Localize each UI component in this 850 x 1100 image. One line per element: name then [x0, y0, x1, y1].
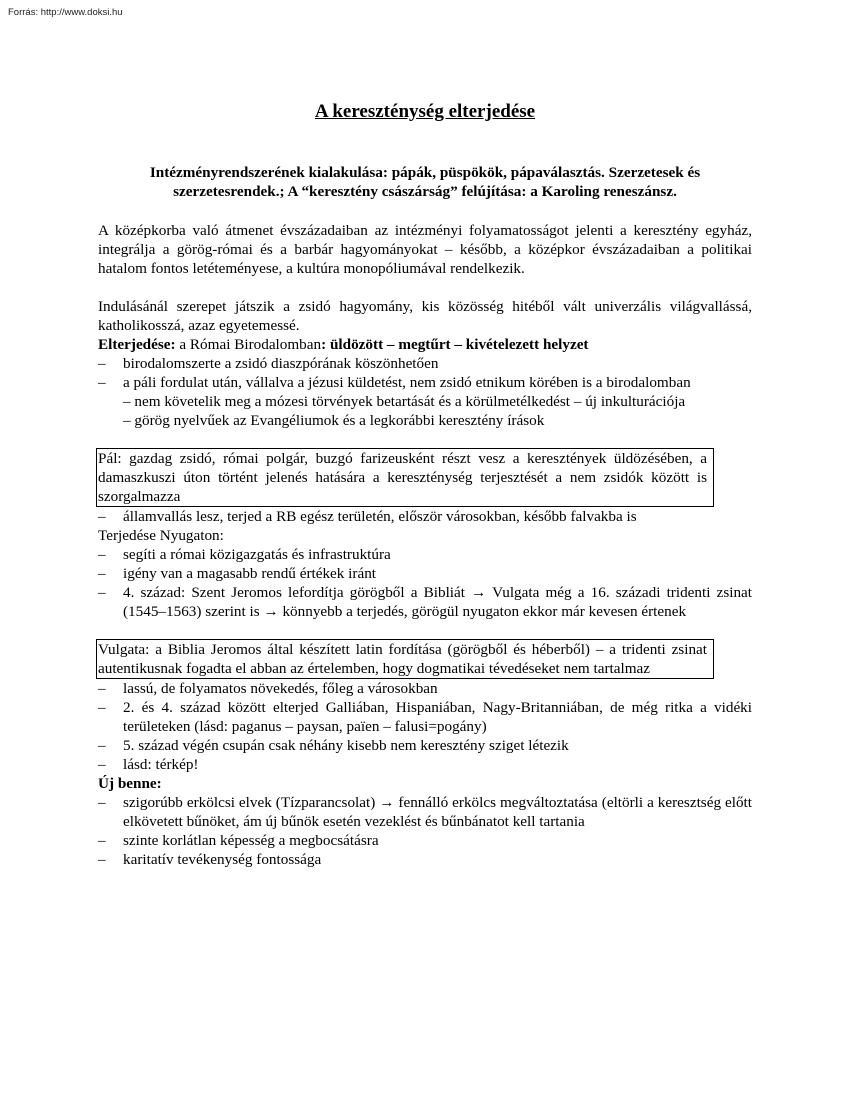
list-item: – birodalomszerte a zsidó diaszpórának köszönhetően — [98, 354, 752, 373]
document-subtitle: Intézményrendszerének kialakulása: pápák, püspökök, pápaválasztás. Szerzetesek és szerzetesrendek.; A “keresztény császárság” felújítása: a Karoling reneszánsz. — [149, 164, 701, 200]
list-item: – segíti a római közigazgatás és infrastruktúra — [98, 545, 752, 564]
list-item: – 2. és 4. század között elterjed Galliában, Hispaniában, Nagy-Britanniában, de még ritka a vidéki területeken (lásd: paganus – paysan, païen – falusi=pogány) — [98, 698, 752, 736]
source-url: Forrás: http://www.doksi.hu — [8, 7, 123, 18]
west-list — [98, 545, 752, 621]
intro-paragraph-1: A középkorba való átmenet évszázadaiban az intézményi folyamatosságot jelenti a keresztény egyház, integrálja a görög-római és a barbár hagyományokat – később, a középkor évszázadaiban a politikai hatalom fontos letéteményese, a kultúra monopóliumával rendelkezik. — [98, 222, 752, 277]
list-item: – államvallás lesz, terjed a RB egész területén, először városokban, később falvakba is — [98, 507, 752, 526]
list-item: – lassú, de folyamatos növekedés, főleg a városokban — [98, 679, 752, 698]
list-item: – 5. század végén csupán csak néhány kisebb nem keresztény sziget létezik — [98, 736, 752, 755]
list-item: – 4. század: Szent Jeromos lefordítja görögből a Bibliát → Vulgata még a 16. századi tridenti zsinat (1545–1563) szerint is → könnyebb a terjedés, görögül nyugaton ekkor már kevesen értenek — [98, 583, 752, 621]
vulgata-info-box — [96, 639, 714, 679]
west-heading: Terjedése Nyugaton: — [98, 527, 224, 544]
document-page — [98, 100, 752, 869]
list-item: – szinte korlátlan képesség a megbocsátásra — [98, 831, 752, 850]
pal-info-box — [96, 448, 714, 507]
sub-item: – görög nyelvűek az Evangéliumok és a legkorábbi keresztény írások — [123, 412, 545, 429]
intro-paragraph-2: Indulásánál szerepet játszik a zsidó hagyomány, kis közösség hitéből vált univerzális világvallássá, katholikosszá, azaz egyetemessé. — [98, 298, 752, 334]
sub-item: – nem követelik meg a mózesi törvények betartását és a körülmetélkedést – új inkulturációja — [123, 393, 686, 410]
state-religion-list — [98, 507, 752, 526]
vulgata-info-text: Vulgata: a Biblia Jeromos által készített latin fordítása (görögből és héberből) – a tridenti zsinat autentikusnak fogadta el abban az értelemben, hogy dogmatikai tévedéseket nem tartalmaz — [98, 641, 707, 677]
spread-heading — [98, 335, 752, 354]
spread-label: Elterjedése: — [98, 336, 176, 353]
list-item: – lásd: térkép! — [98, 755, 752, 774]
new-list — [98, 793, 752, 869]
new-heading: Új benne: — [98, 775, 162, 792]
pal-info-text: Pál: gazdag zsidó, római polgár, buzgó farizeusként részt vesz a keresztények üldözésében, a damaszkuszi úton történt jelenés hatására a kereszténység terjesztését a nem zsidók között is szorgalmazza — [98, 450, 707, 505]
growth-list — [98, 679, 752, 774]
list-item-text: a páli fordulat után, vállalva a jézusi küldetést, nem zsidó etnikum körében is a birodalomban — [123, 374, 691, 391]
list-item — [98, 373, 752, 430]
list-item: – igény van a magasabb rendű értékek iránt — [98, 564, 752, 583]
spread-bold-text: : üldözött – megtűrt – kivételezett helyzet — [321, 336, 589, 353]
document-title: A kereszténység elterjedése — [314, 101, 536, 122]
spread-list — [98, 354, 752, 430]
spread-text: a Római Birodalomban — [175, 336, 322, 353]
list-item: – karitatív tevékenység fontossága — [98, 850, 752, 869]
list-item: – szigorúbb erkölcsi elvek (Tízparancsolat) → fennálló erkölcs megváltoztatása (eltörli a keresztség előtt elkövetett bűnöket, ám új bűnök esetén vezeklést és bűnbánatot kell tartania — [98, 793, 752, 831]
